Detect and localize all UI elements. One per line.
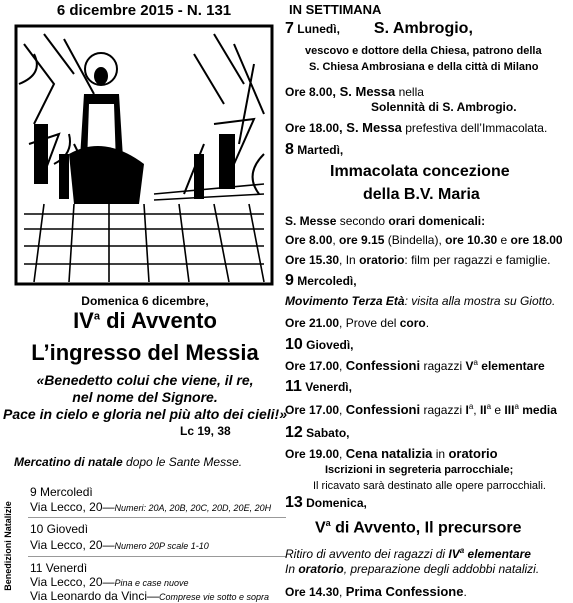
mercatino-line: Mercatino di natale dopo le Sante Messe. bbox=[14, 455, 243, 469]
day-12-line-3: Il ricavato sarà destinato alle opere parrocchiali. bbox=[313, 480, 546, 492]
day-12-line-1: Ore 19.00, Cena natalizia in oratorio bbox=[285, 446, 498, 461]
day-7-mass-2: Solennità di S. Ambrogio. bbox=[371, 100, 517, 114]
divider bbox=[28, 517, 286, 518]
day-10-line-1: Ore 17.00, Confessioni ragazzi $V^a$ elementare bbox=[285, 358, 545, 373]
palm-sunday-illustration bbox=[14, 24, 274, 286]
day-12-heading: 12 Sabato, bbox=[285, 424, 350, 441]
issue-header: 6 dicembre 2015 - N. 131 bbox=[56, 2, 232, 19]
day-8-line-2: Ore 8.00, ore 9.15 (Bindella), ore 10.30 e ore 18.00 bbox=[285, 233, 563, 247]
title-messiah: L’ingresso del Messia bbox=[31, 340, 259, 365]
day-13-line-3: Ore 14.30, Prima Confessione. bbox=[285, 584, 467, 599]
day-13-heading: 13 Domenica, bbox=[285, 494, 367, 511]
right-column bbox=[285, 0, 573, 602]
section-title: IN SETTIMANA bbox=[289, 2, 382, 17]
quote-line-3: Pace in cielo e gloria nel più alto dei cieli!» bbox=[3, 406, 287, 422]
title-advent: $IV^a$ di Avvento bbox=[73, 308, 217, 333]
day-7-desc-1: vescovo e dottore della Chiesa, patrono della bbox=[305, 45, 542, 57]
divider bbox=[28, 556, 286, 557]
day-7-heading: 7 Lunedì, S. Ambrogio, bbox=[285, 20, 473, 37]
day-9-line-1: Movimento Terza Età: visita alla mostra su Giotto. bbox=[285, 294, 556, 308]
day-9-heading: 9 Mercoledì, bbox=[285, 272, 357, 289]
quote-line-1: «Benedetto colui che viene, il re, bbox=[36, 372, 254, 388]
day-11-line-1: Ore 17.00, Confessioni ragazzi $I^a$, $II^a$ e III$^a$ media bbox=[285, 402, 557, 417]
day-11-heading: 11 Venerdì, bbox=[285, 378, 352, 395]
day-8-title-1: Immacolata concezione bbox=[330, 163, 510, 180]
blessing-street-11: Via Lecco, 20—Pina e case nuove bbox=[30, 575, 189, 589]
blessings-vertical-label: Benedizioni Natalizie bbox=[3, 501, 13, 591]
day-13-title: $V^a$ di Avvento, Il precursore bbox=[315, 518, 522, 537]
blessing-street-10: Via Lecco, 20—Numero 20P scale 1-10 bbox=[30, 538, 209, 552]
quote-reference: Lc 19, 38 bbox=[180, 424, 231, 438]
day-10-heading: 10 Giovedì, bbox=[285, 336, 354, 353]
date-line: Domenica 6 dicembre, bbox=[81, 294, 209, 308]
day-13-line-2: In oratorio, preparazione degli addobbi natalizi. bbox=[285, 562, 540, 576]
day-13-line-1: Ritiro di avvento dei ragazzi di $IV^a$ elementare bbox=[285, 546, 531, 561]
blessing-street-11b: Via Leonardo da Vinci—Comprese vie sotto e sopra bbox=[30, 589, 270, 603]
day-12-line-2: Iscrizioni in segreteria parrocchiale; bbox=[325, 464, 514, 476]
day-7-desc-2: S. Chiesa Ambrosiana e della città di Milano bbox=[309, 61, 539, 73]
day-8-line-3: Ore 15.30, In oratorio: film per ragazzi e famiglie. bbox=[285, 253, 551, 267]
day-8-heading: 8 Martedì, bbox=[285, 141, 344, 158]
day-7-mass-1: Ore 8.00, S. Messa nella bbox=[285, 84, 424, 99]
blessing-street-9: Via Lecco, 20—Numeri: 20A, 20B, 20C, 20D, 20E, 20H bbox=[30, 500, 272, 514]
blessing-day-10: 10 Giovedì bbox=[30, 522, 89, 536]
day-9-line-2: Ore 21.00, Prove del coro. bbox=[285, 316, 430, 330]
blessing-day-11: 11 Venerdì bbox=[30, 561, 88, 575]
day-8-line-1: S. Messe secondo orari domenicali: bbox=[285, 214, 486, 228]
blessing-day-9: 9 Mercoledì bbox=[30, 485, 93, 499]
day-8-title-2: della B.V. Maria bbox=[363, 186, 480, 203]
quote-line-2: nel nome del Signore. bbox=[72, 389, 218, 405]
day-7-mass-3: Ore 18.00, S. Messa prefestiva dell’Immacolata. bbox=[285, 120, 548, 135]
